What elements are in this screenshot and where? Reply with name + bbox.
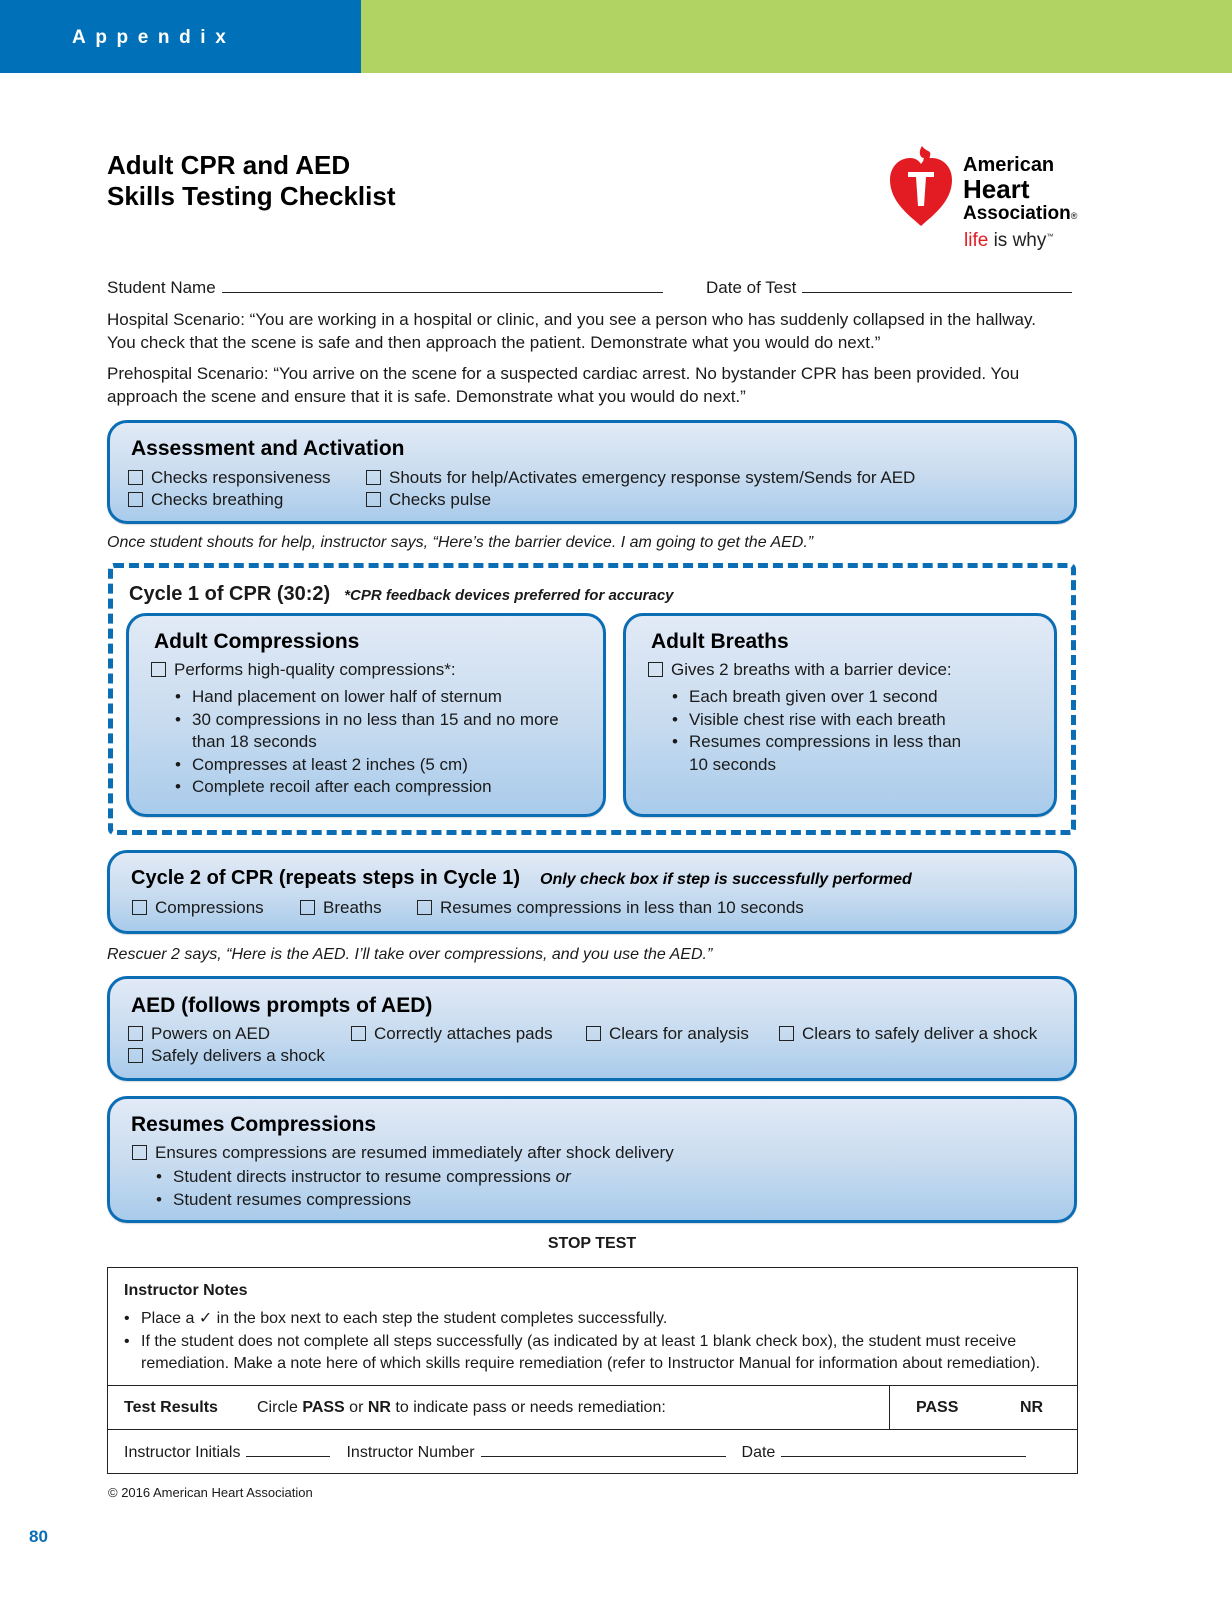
checklist-item: Breaths	[300, 898, 382, 918]
breaths-panel	[623, 613, 1057, 817]
aha-wordmark: American Heart Association®	[963, 154, 1078, 224]
instructor-notes-list: • Place a ✓ in the box next to each step the student completes successfully. • If the student does not complete all steps successfully (as indicated by at least 1 blank check box), the student must receive remediation. Make a note here of which skills require remediation (refer to Instructor Manual for information about remediation).	[124, 1308, 1069, 1376]
pass-option[interactable]: PASS	[916, 1399, 959, 1416]
checklist-item: Safely delivers a shock	[128, 1046, 325, 1066]
checkbox[interactable]	[128, 492, 143, 507]
checkbox[interactable]	[366, 470, 381, 485]
breaths-title: Adult Breaths	[651, 630, 789, 653]
test-results-row	[108, 1386, 1077, 1430]
checkbox[interactable]	[128, 1048, 143, 1063]
checkbox[interactable]	[586, 1026, 601, 1041]
test-results-instruction: Circle PASS or NR to indicate pass or needs remediation:	[257, 1399, 666, 1416]
checkbox[interactable]	[132, 1145, 147, 1160]
page-title-line1: Adult CPR and AED	[107, 150, 351, 180]
student-name-label: Student Name	[107, 278, 216, 297]
cycle2-note: Only check box if step is successfully performed	[540, 871, 912, 888]
checkbox[interactable]	[128, 1026, 143, 1041]
stop-test-label: STOP TEST	[547, 1235, 637, 1252]
instructor-date-label: Date	[741, 1444, 776, 1461]
checkbox[interactable]	[779, 1026, 794, 1041]
checklist-item: Clears to safely deliver a shock	[779, 1024, 1037, 1044]
checklist-item: Ensures compressions are resumed immediately after shock delivery	[132, 1143, 674, 1163]
results-separator	[889, 1386, 890, 1430]
checkbox[interactable]	[648, 662, 663, 677]
breaths-criteria: • Each breath given over 1 second • Visible chest rise with each breath • Resumes compressions in less than 10 seconds	[672, 686, 972, 776]
student-name-field[interactable]	[222, 279, 663, 293]
compressions-panel	[126, 613, 606, 817]
assessment-panel	[107, 420, 1077, 524]
date-of-test-field[interactable]	[802, 279, 1072, 293]
page-title-line2: Skills Testing Checklist	[107, 181, 396, 211]
cycle1-note: *CPR feedback devices preferred for accuracy	[344, 587, 674, 604]
checklist-item: Clears for analysis	[586, 1024, 749, 1044]
header-band-green	[361, 0, 1232, 73]
assessment-title: Assessment and Activation	[131, 437, 405, 460]
copyright: © 2016 American Heart Association	[108, 1485, 313, 1500]
checklist-item: Performs high-quality compressions*:	[151, 660, 456, 680]
checklist-item: Powers on AED	[128, 1024, 270, 1044]
checklist-item: Checks pulse	[366, 490, 491, 510]
instructor-initials-field[interactable]	[246, 1443, 330, 1457]
checklist-item: Gives 2 breaths with a barrier device:	[648, 660, 952, 680]
prehospital-scenario: Prehospital Scenario: “You arrive on the scene for a suspected cardiac arrest. No bystander CPR has been provided. You approach the scene and ensure that it is safe. Demonstrate what you would do next.”	[107, 364, 1020, 406]
hospital-scenario: Hospital Scenario: “You are working in a hospital or clinic, and you see a person who has suddenly collapsed in the hallway. You check that the scene is safe and then approach the patient. Demonstrate what you would do next.”	[107, 310, 1036, 352]
checklist-item: Resumes compressions in less than 10 seconds	[417, 898, 804, 918]
resumes-criteria: • Student directs instructor to resume compressions or • Student resumes compressions	[156, 1166, 756, 1211]
date-of-test-label: Date of Test	[706, 278, 797, 297]
instructor-number-field[interactable]	[481, 1443, 726, 1457]
page-title	[107, 150, 396, 212]
checkbox[interactable]	[132, 900, 147, 915]
checklist-item: Correctly attaches pads	[351, 1024, 553, 1044]
aha-logo	[886, 142, 1106, 262]
cycle1-title: Cycle 1 of CPR (30:2) *CPR feedback devices preferred for accuracy	[129, 583, 674, 605]
rescuer2-prompt: Rescuer 2 says, “Here is the AED. I’ll take over compressions, and you use the AED.”	[107, 946, 713, 963]
checkbox[interactable]	[128, 470, 143, 485]
section-label: Appendix	[72, 27, 236, 48]
date-of-test-row	[706, 278, 1072, 298]
nr-option[interactable]: NR	[1020, 1399, 1044, 1416]
row-divider	[108, 1429, 1077, 1430]
checklist-item: Shouts for help/Activates emergency response system/Sends for AED	[366, 468, 915, 488]
checkbox[interactable]	[300, 900, 315, 915]
checklist-item: Compressions	[132, 898, 264, 918]
instructor-date-field[interactable]	[781, 1443, 1026, 1457]
checkbox[interactable]	[151, 662, 166, 677]
tagline: life is why™	[964, 230, 1054, 251]
checkbox[interactable]	[366, 492, 381, 507]
compressions-criteria: • Hand placement on lower half of sternum • 30 compressions in no less than 15 and no more than 18 seconds • Compresses at least 2 inches (5 cm) • Complete recoil after each compression	[175, 686, 575, 799]
checkbox[interactable]	[351, 1026, 366, 1041]
checklist-item: Checks responsiveness	[128, 468, 331, 488]
aed-title: AED (follows prompts of AED)	[131, 994, 433, 1017]
checkbox[interactable]	[417, 900, 432, 915]
compressions-title: Adult Compressions	[154, 630, 360, 653]
instructor-initials-label: Instructor Initials	[124, 1444, 241, 1461]
instructor-notes-table	[107, 1267, 1078, 1474]
instructor-fields-row	[124, 1443, 1026, 1462]
page-number: 80	[29, 1527, 48, 1546]
instructor-notes-title: Instructor Notes	[124, 1282, 248, 1299]
heart-torch-icon	[888, 144, 954, 228]
student-name-row	[107, 278, 663, 298]
checklist-item: Checks breathing	[128, 490, 283, 510]
cycle2-panel	[107, 850, 1077, 934]
resumes-panel	[107, 1096, 1077, 1223]
instructor-prompt: Once student shouts for help, instructor says, “Here’s the barrier device. I am going to get the AED.”	[107, 534, 814, 551]
resumes-title: Resumes Compressions	[131, 1113, 377, 1136]
test-results-label: Test Results	[124, 1399, 218, 1416]
cycle2-title: Cycle 2 of CPR (repeats steps in Cycle 1) Only check box if step is successfully performed	[131, 867, 912, 889]
aed-panel	[107, 976, 1077, 1081]
instructor-number-label: Instructor Number	[346, 1444, 475, 1461]
